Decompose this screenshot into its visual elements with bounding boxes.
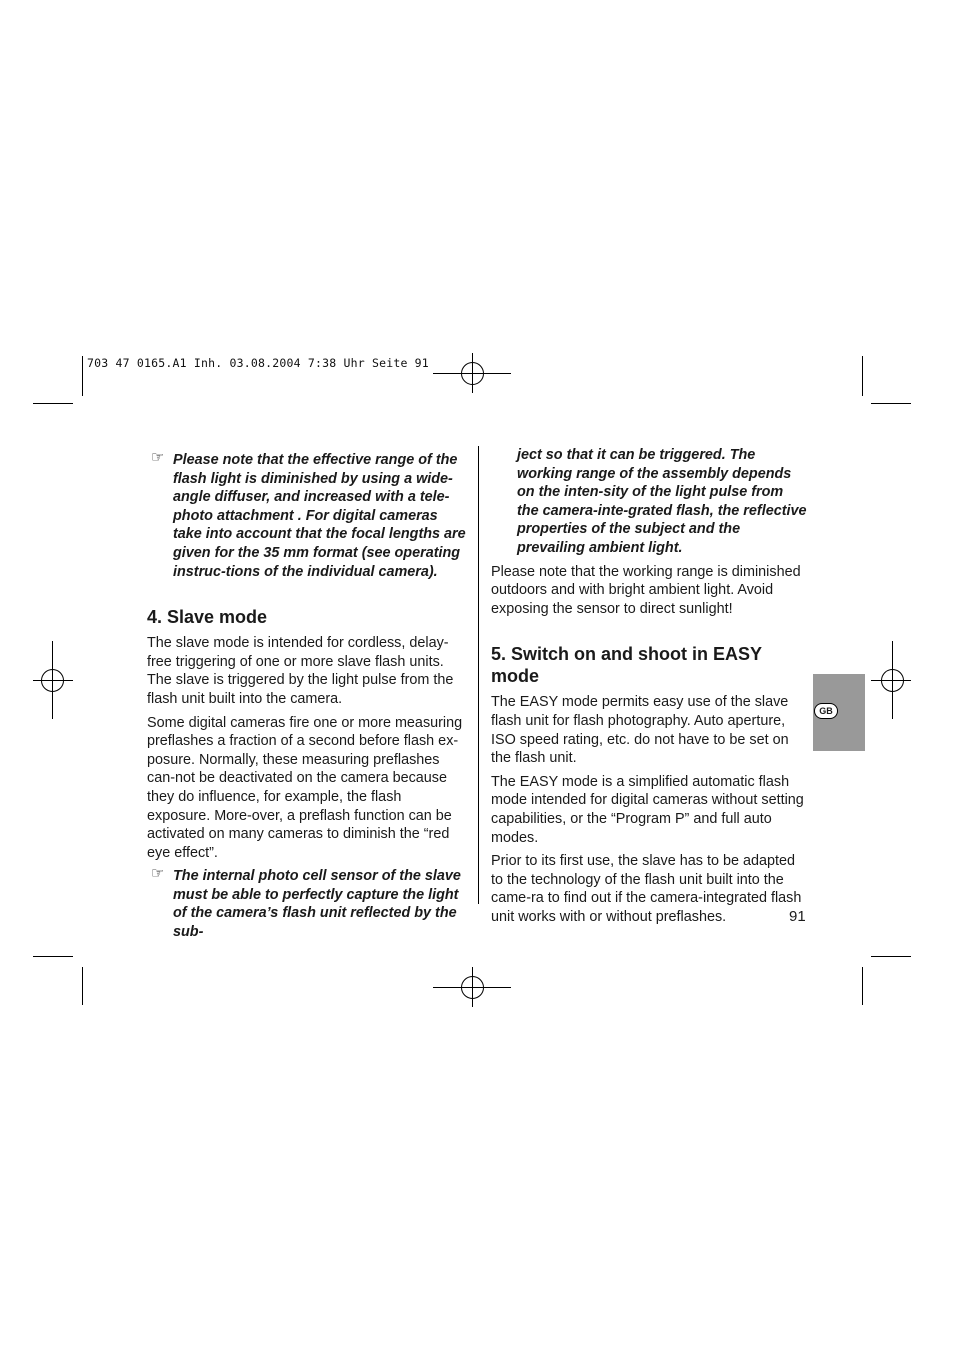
paragraph: The EASY mode is a simplified automatic flash mode intended for digital cameras without setting capabilities, or the “Program P” and full auto modes. (491, 773, 804, 846)
registration-mark-icon (461, 362, 484, 385)
note-block (147, 867, 467, 941)
left-column (147, 451, 467, 947)
note-text: ject so that it can be triggered. The working range of the assembly depends on the inten-sity of the light pulse from the camera-inte-grated flash, the reflective properties of the subject and the prevailing ambient light. (517, 447, 807, 556)
page-number: 91 (789, 908, 806, 925)
note-text: Please note that the effective range of the flash light is diminished by using a wide-angle diffuser, and increased with a tele-photo attachment . For digital cameras take into account that the focal lengths are given for the 35 mm format (see operating instruc-tions of the individual camera). (173, 452, 466, 580)
paragraph: The EASY mode permits easy use of the slave flash unit for flash photography. Auto aperture, ISO speed rating, etc. do not have to be set on the flash unit. (491, 694, 789, 767)
column-divider (478, 446, 479, 904)
note-text: The internal photo cell sensor of the slave must be able to perfectly capture the light of the camera’s flash unit reflected by the sub- (173, 868, 461, 941)
paragraph: Please note that the working range is diminished outdoors and with bright ambient light. Avoid exposing the sensor to direct sunlight! (491, 563, 801, 617)
paragraph: The slave mode is intended for cordless, delay-free triggering of one or more slave flash units. The slave is triggered by the light pulse from the flash unit built into the camera. (147, 635, 454, 707)
print-slug-line: 703 47 0165.A1 Inh. 03.08.2004 7:38 Uhr Seite 91 (87, 356, 429, 370)
note-block-continued (491, 446, 807, 558)
section-heading-easy-mode: 5. Switch on and shoot in EASY mode (491, 644, 762, 687)
language-badge: GB (814, 703, 838, 719)
pointing-hand-icon: ☞ (151, 865, 165, 883)
paragraph: Prior to its first use, the slave has to be adapted to the technology of the flash unit built into the came-ra to find out if the camera-integrated flash unit works with or without preflashes. (491, 853, 802, 925)
pointing-hand-icon: ☞ (151, 449, 165, 466)
section-heading-slave-mode: 4. Slave mode (147, 607, 268, 628)
registration-mark-icon (881, 669, 904, 692)
registration-mark-icon (461, 976, 484, 999)
right-column (491, 446, 807, 931)
registration-mark-icon (41, 669, 64, 692)
note-block (147, 451, 467, 581)
paragraph: Some digital cameras fire one or more measuring preflashes a fraction of a second before flash ex-posure. Normally, these measuring preflashes can-not be deactivated on the camera because they do influence, for example, the flash exposure. More-over, a preflash function can be activated on many cameras to diminish the “red eye effect”. (147, 714, 463, 861)
